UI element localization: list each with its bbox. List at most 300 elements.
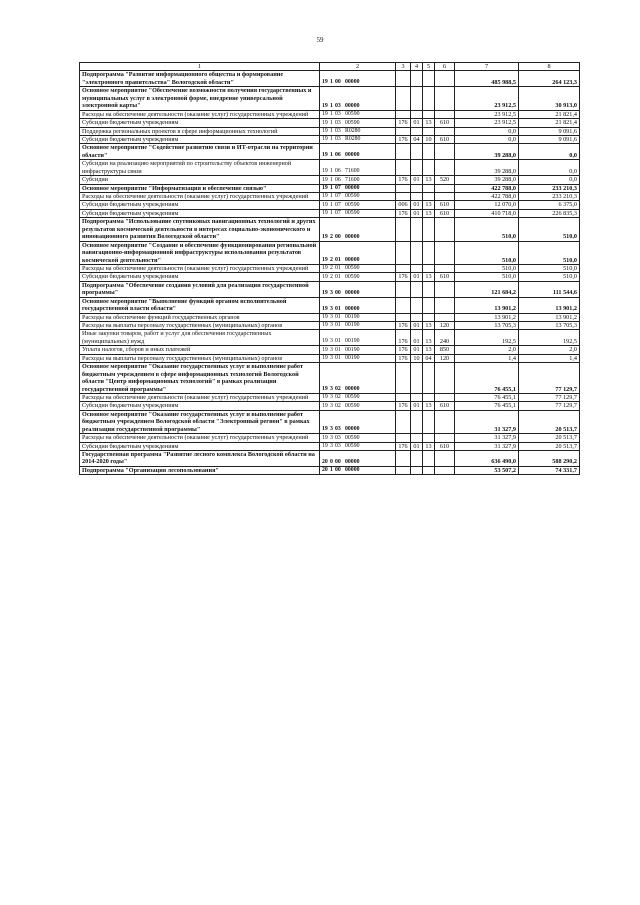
section-code [411,218,423,241]
program-code: 19 [322,305,328,312]
subsection-code [423,160,435,176]
table-row [80,297,580,313]
amount-col8: 226 835,3 [519,209,580,217]
expense-type-code: 610 [435,442,455,450]
event-code: 00 [335,467,341,474]
amount-col7: 23 912,5 [455,119,519,127]
row-name: Расходы на обеспечение деятельности (оказание услуг) государственных учреждений [80,110,320,118]
table-row [80,218,580,241]
row-name: Субсидии на реализацию мероприятий по строительству объектов инженерной инфраструктуры связи [80,160,320,176]
subprogram-code: 2 [330,256,333,263]
subsection-code [423,297,435,313]
expense-type-code [435,410,455,433]
direction-code: 00000 [345,289,360,296]
subsection-code [423,434,435,442]
subprogram-code: 1 [330,79,333,86]
subprogram-code: 2 [330,265,333,272]
subprogram-code: 1 [330,102,333,109]
section-code [411,71,423,87]
section-code: 01 [411,119,423,127]
event-code: 07 [335,210,341,217]
program-code: 19 [322,79,328,86]
event-code: 03 [335,119,341,126]
program-code: 19 [322,443,328,450]
subprogram-code: 1 [330,127,333,134]
expense-type-code [435,434,455,442]
expense-type-code: 610 [435,402,455,410]
section-code [411,363,423,394]
table-row [80,442,580,450]
admin-code: 176 [396,135,411,143]
direction-code: 00190 [345,355,360,362]
admin-code [396,313,411,321]
admin-code [396,127,411,135]
target-article-code [320,135,396,143]
target-article-code [320,209,396,217]
amount-col8: 111 544,6 [519,281,580,297]
amount-col8: 233 210,3 [519,193,580,201]
section-code [411,451,423,467]
amount-col7: 39 288,0 [455,176,519,184]
program-code: 19 [322,426,328,433]
row-name: Расходы на обеспечение функций государственных органов [80,313,320,321]
direction-code: 00590 [345,402,360,409]
row-name: Основное мероприятие "Содействие развитию связи и ИТ-отрасли на территории области" [80,144,320,160]
amount-col8: 510,0 [519,241,580,264]
event-code: 01 [335,338,341,345]
admin-code [396,281,411,297]
event-code: 07 [335,193,341,200]
amount-col8: 510,0 [519,264,580,272]
subprogram-code: 1 [330,152,333,159]
amount-col8: 510,0 [519,218,580,241]
section-code [411,144,423,160]
section-code [411,313,423,321]
table-row [80,119,580,127]
admin-code: 176 [396,346,411,354]
admin-code [396,466,411,474]
section-code: 01 [411,330,423,346]
amount-col7: 422 788,0 [455,193,519,201]
expense-type-code [435,466,455,474]
admin-code: 176 [396,354,411,362]
amount-col8: 0,0 [519,160,580,176]
direction-code: 00590 [345,193,360,200]
program-code: 19 [322,152,328,159]
target-article-code [320,466,396,474]
amount-col7: 121 684,2 [455,281,519,297]
amount-col7: 76 455,1 [455,402,519,410]
expense-type-code: 850 [435,346,455,354]
amount-col8: 13 901,2 [519,297,580,313]
table-row [80,313,580,321]
subsection-code [423,71,435,87]
admin-code: 176 [396,330,411,346]
event-code: 02 [335,402,341,409]
row-name: Субсидии бюджетным учреждениям [80,135,320,143]
admin-code [396,160,411,176]
table-row [80,135,580,143]
event-code: 07 [335,185,341,192]
direction-code: 00000 [345,385,360,392]
program-code: 20 [322,467,328,474]
event-code: 01 [335,265,341,272]
direction-code: 00590 [345,201,360,208]
amount-col8: 77 129,7 [519,363,580,394]
event-code: 03 [335,127,341,134]
direction-code: 00000 [345,458,360,465]
target-article-code [320,241,396,264]
target-article-code [320,442,396,450]
subprogram-code: 1 [330,176,333,183]
table-row [80,330,580,346]
subprogram-code: 1 [330,210,333,217]
table-row [80,144,580,160]
subprogram-code: 3 [330,305,333,312]
target-article-code [320,264,396,272]
row-name: Субсидии бюджетным учреждениям [80,209,320,217]
event-code: 00 [335,233,341,240]
table-row [80,466,580,474]
program-code: 19 [322,434,328,441]
subsection-code: 13 [423,442,435,450]
expense-type-code [435,241,455,264]
direction-code: 00190 [345,346,360,353]
subprogram-code: 1 [330,201,333,208]
program-code: 19 [322,111,328,118]
event-code: 06 [335,168,341,175]
amount-col7: 23 912,5 [455,87,519,110]
target-article-code [320,110,396,118]
subsection-code: 04 [423,354,435,362]
subprogram-code: 1 [330,111,333,118]
event-code: 06 [335,176,341,183]
admin-code [396,393,411,401]
event-code: 01 [335,256,341,263]
amount-col7: 636 490,0 [455,451,519,467]
amount-col7: 192,5 [455,330,519,346]
row-name: Иные закупки товаров, работ и услуг для обеспечения государственных (муниципальных) нужд [80,330,320,346]
table-row [80,201,580,209]
subprogram-code: 1 [330,185,333,192]
event-code: 06 [335,152,341,159]
column-header: 5 [423,63,435,71]
admin-code [396,110,411,118]
subprogram-code: 1 [330,193,333,200]
row-name: Уплата налогов, сборов и иных платежей [80,346,320,354]
event-code: 00 [335,458,341,465]
table-row [80,264,580,272]
subsection-code [423,184,435,192]
target-article-code [320,297,396,313]
target-article-code [320,281,396,297]
subsection-code: 13 [423,346,435,354]
amount-col8: 0,0 [519,144,580,160]
row-name: Субсидии бюджетным учреждениям [80,273,320,281]
subsection-code: 13 [423,176,435,184]
direction-code: R0280 [345,136,361,143]
amount-col8: 192,5 [519,330,580,346]
amount-col7: 76 455,1 [455,363,519,394]
event-code: 00 [335,289,341,296]
admin-code [396,218,411,241]
amount-col8: 0,0 [519,176,580,184]
subprogram-code: 3 [330,322,333,329]
amount-col7: 1,4 [455,354,519,362]
column-header: 2 [320,63,396,71]
section-code [411,160,423,176]
row-name: Расходы на обеспечение деятельности (оказание услуг) государственных учреждений [80,434,320,442]
table-row [80,176,580,184]
table-row [80,410,580,433]
row-name: Расходы на обеспечение деятельности (оказание услуг) государственных учреждений [80,393,320,401]
section-code: 01 [411,322,423,330]
target-article-code [320,87,396,110]
event-code: 03 [335,111,341,118]
admin-code: 176 [396,119,411,127]
subsection-code [423,393,435,401]
program-code: 19 [322,119,328,126]
table-row [80,160,580,176]
section-code: 01 [411,201,423,209]
expense-type-code [435,87,455,110]
subprogram-code: 3 [330,402,333,409]
amount-col7: 31 327,9 [455,410,519,433]
row-name: Субсидии бюджетным учреждениям [80,201,320,209]
target-article-code [320,363,396,394]
expense-type-code: 610 [435,135,455,143]
subprogram-code: 0 [330,458,333,465]
target-article-code [320,193,396,201]
subprogram-code: 3 [330,385,333,392]
admin-code [396,363,411,394]
table-row [80,451,580,467]
amount-col7: 31 327,9 [455,442,519,450]
program-code: 19 [322,193,328,200]
subsection-code [423,127,435,135]
amount-col7: 510,0 [455,241,519,264]
subsection-code: 13 [423,322,435,330]
expense-type-code: 610 [435,209,455,217]
program-code: 19 [322,233,328,240]
target-article-code [320,313,396,321]
program-code: 19 [322,176,328,183]
direction-code: 00000 [345,426,360,433]
target-article-code [320,184,396,192]
event-code: 03 [335,443,341,450]
target-article-code [320,119,396,127]
amount-col7: 510,0 [455,218,519,241]
program-code: 19 [322,289,328,296]
target-article-code [320,322,396,330]
subprogram-code: 1 [330,168,333,175]
row-name: Субсидии бюджетным учреждениям [80,119,320,127]
amount-col8: 13 901,2 [519,313,580,321]
program-code: 19 [322,402,328,409]
expense-type-code: 610 [435,201,455,209]
program-code: 19 [322,127,328,134]
target-article-code [320,160,396,176]
program-code: 19 [322,136,328,143]
subsection-code: 13 [423,201,435,209]
row-name: Основное мероприятие "Оказание государственных услуг и выполнение работ бюджетным учреждением Вологодской области "Электронный регион" в рамках реализации государственной программы" [80,410,320,433]
row-name: Основное мероприятие "Информатизация и обеспечение связью" [80,184,320,192]
row-name: Основное мероприятие "Создание и обеспечение функционирования региональной навигационно-информационной инфраструктуры использования результатов космической деятельности" [80,241,320,264]
row-name: Основное мероприятие "Оказание государственных услуг и выполнение работ бюджетным учреждением в сфере информационных технологий Вологодской области "Центр информационных технологий" в рамках реализации государственной программы" [80,363,320,394]
subsection-code [423,218,435,241]
expense-type-code [435,110,455,118]
amount-col7: 39 288,0 [455,160,519,176]
target-article-code [320,434,396,442]
amount-col7: 485 988,5 [455,71,519,87]
program-code: 19 [322,201,328,208]
direction-code: 00190 [345,322,360,329]
direction-code: 00000 [345,467,360,474]
section-code: 01 [411,273,423,281]
admin-code [396,144,411,160]
expense-type-code: 120 [435,322,455,330]
subsection-code [423,110,435,118]
amount-col8: 13 705,3 [519,322,580,330]
target-article-code [320,201,396,209]
program-code: 19 [322,385,328,392]
direction-code: 00590 [345,443,360,450]
budget-table [79,62,580,475]
subsection-code: 10 [423,135,435,143]
expense-type-code [435,127,455,135]
amount-col7: 422 788,0 [455,184,519,192]
target-article-code [320,218,396,241]
amount-col7: 76 455,1 [455,393,519,401]
table-row [80,71,580,87]
admin-code [396,241,411,264]
amount-col8: 510,0 [519,273,580,281]
subsection-code: 13 [423,209,435,217]
subsection-code [423,264,435,272]
subsection-code [423,281,435,297]
admin-code [396,451,411,467]
section-code: 04 [411,135,423,143]
section-code [411,127,423,135]
expense-type-code: 610 [435,273,455,281]
subprogram-code: 1 [330,136,333,143]
subprogram-code: 3 [330,314,333,321]
row-name: Поддержка региональных проектов в сфере информационных технологий [80,127,320,135]
program-code: 19 [322,346,328,353]
subprogram-code: 1 [330,119,333,126]
subsection-code [423,451,435,467]
program-code: 20 [322,458,328,465]
direction-code: 00590 [345,111,360,118]
expense-type-code [435,184,455,192]
target-article-code [320,144,396,160]
target-article-code [320,402,396,410]
table-row [80,87,580,110]
section-code [411,184,423,192]
subprogram-code: 3 [330,443,333,450]
subprogram-code: 3 [330,338,333,345]
subprogram-code: 2 [330,233,333,240]
subsection-code: 13 [423,402,435,410]
target-article-code [320,330,396,346]
expense-type-code: 120 [435,354,455,362]
table-body [80,63,580,475]
subprogram-code: 3 [330,355,333,362]
amount-col7: 13 901,2 [455,313,519,321]
row-name: Субсидии [80,176,320,184]
row-name: Субсидии бюджетным учреждениям [80,402,320,410]
direction-code: 00000 [345,152,360,159]
row-name: Основное мероприятие "Обеспечение возможности получения государственных и муниципальных услуг в электронной форме, внедрение универсальной электронной карты" [80,87,320,110]
direction-code: 00000 [345,102,360,109]
direction-code: 00590 [345,434,360,441]
expense-type-code [435,264,455,272]
program-code: 19 [322,273,328,280]
direction-code: 00000 [345,256,360,263]
row-name: Государственная программа "Развитие лесного комплекса Вологодской области на 2014-2020 годы" [80,451,320,467]
direction-code: 00190 [345,314,360,321]
amount-col8: 30 913,0 [519,87,580,110]
table-row [80,184,580,192]
direction-code: 00590 [345,265,360,272]
section-code [411,264,423,272]
direction-code: 71600 [345,176,360,183]
expense-type-code [435,393,455,401]
admin-code [396,193,411,201]
direction-code: 71600 [345,168,360,175]
expense-type-code [435,281,455,297]
amount-col8: 2,0 [519,346,580,354]
page-number: 59 [316,36,324,44]
expense-type-code [435,160,455,176]
program-code: 19 [322,338,328,345]
direction-code: 00000 [345,185,360,192]
subprogram-code: 3 [330,426,333,433]
direction-code: 00590 [345,210,360,217]
event-code: 03 [335,136,341,143]
event-code: 07 [335,201,341,208]
event-code: 01 [335,322,341,329]
amount-col7: 510,0 [455,273,519,281]
program-code: 19 [322,355,328,362]
target-article-code [320,410,396,433]
amount-col8: 9 091,6 [519,135,580,143]
section-code: 01 [411,402,423,410]
admin-code: 176 [396,402,411,410]
table-row [80,402,580,410]
subsection-code [423,313,435,321]
expense-type-code [435,218,455,241]
expense-type-code: 520 [435,176,455,184]
section-code: 01 [411,442,423,450]
amount-col7: 23 912,5 [455,110,519,118]
subsection-code [423,466,435,474]
direction-code: 00000 [345,79,360,86]
amount-col8: 233 210,3 [519,184,580,192]
event-code: 03 [335,102,341,109]
target-article-code [320,273,396,281]
section-code: 01 [411,346,423,354]
amount-col8: 20 513,7 [519,434,580,442]
section-code [411,281,423,297]
row-name: Подпрограмма "Развитие информационного общества и формирование "электронного правительства" Вологодской области" [80,71,320,87]
program-code: 19 [322,256,328,263]
event-code: 01 [335,346,341,353]
row-name: Расходы на обеспечение деятельности (оказание услуг) государственных учреждений [80,264,320,272]
amount-col7: 0,0 [455,127,519,135]
row-name: Подпрограмма "Использование спутниковых навигационных технологий и других результатов космической деятельности в интересах социально-экономического и инновационного развития Вологодской области" [80,218,320,241]
expense-type-code: 240 [435,330,455,346]
